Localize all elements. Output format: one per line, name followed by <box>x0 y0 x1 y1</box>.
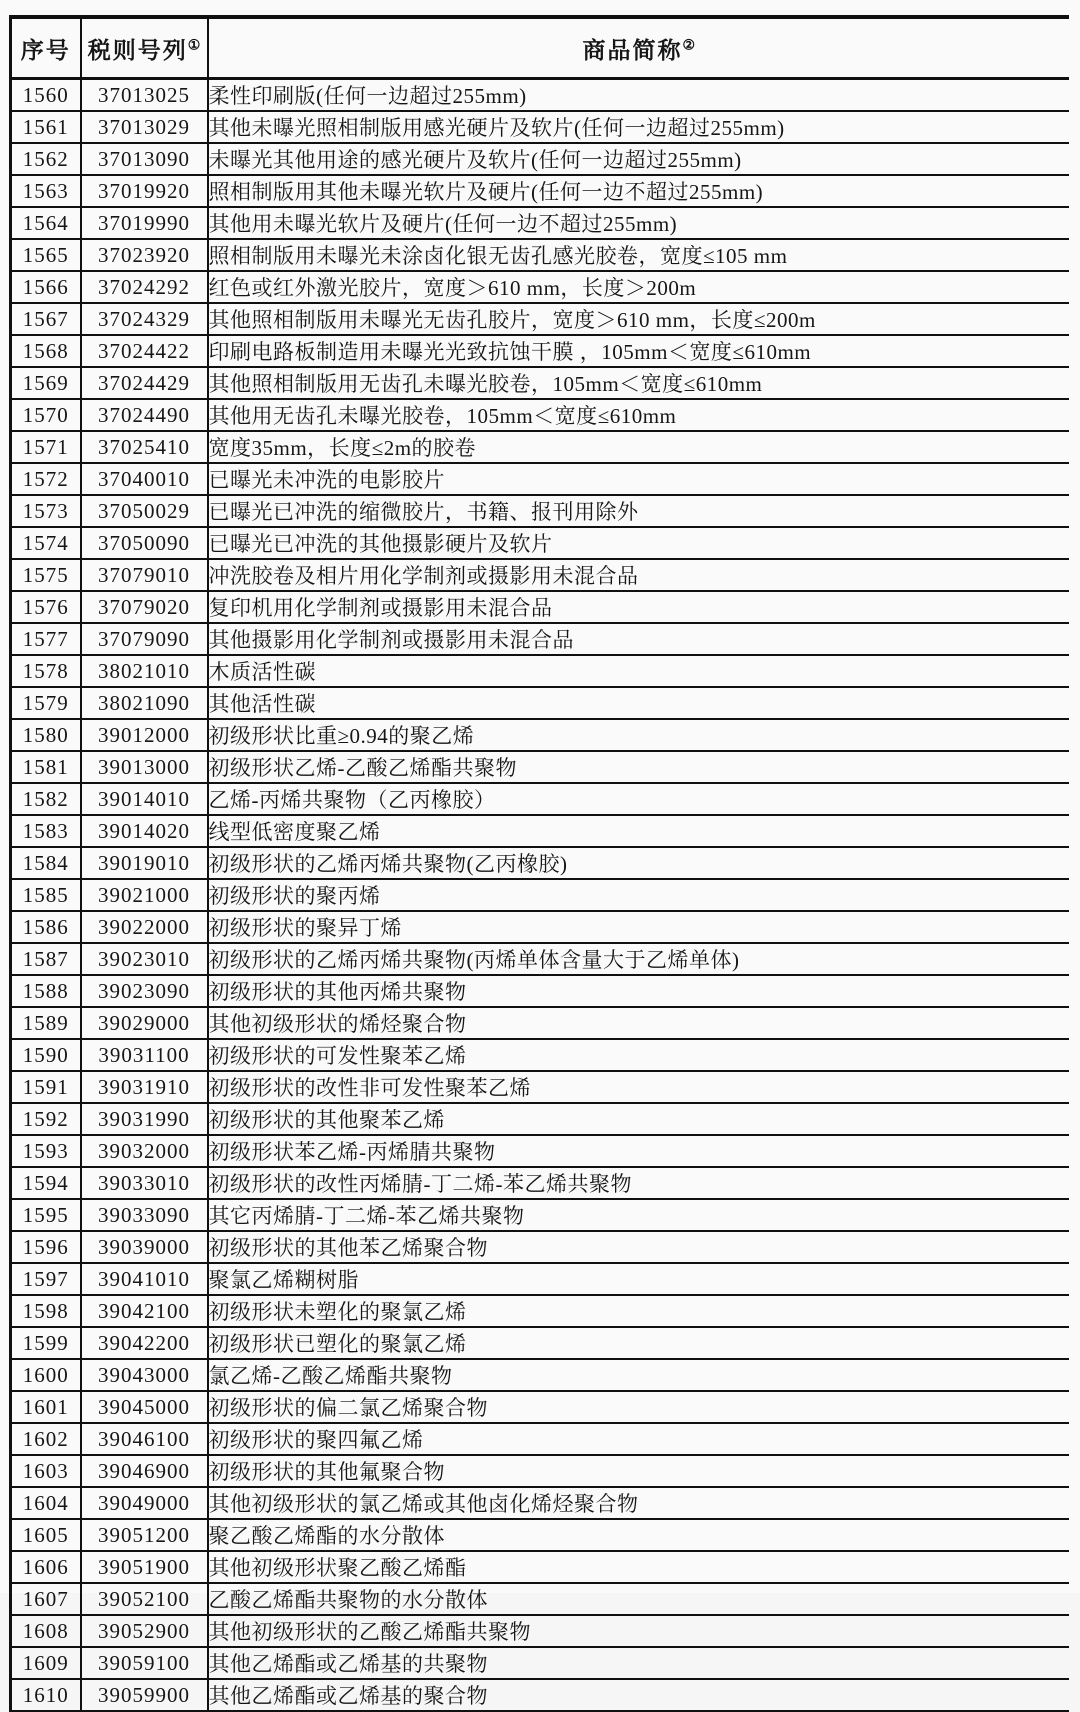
cell-code: 39033010 <box>81 1167 208 1199</box>
cell-name: 乙烯-丙烯共聚物（乙丙橡胶） <box>208 783 1070 815</box>
cell-name: 其他乙烯酯或乙烯基的聚合物 <box>208 1679 1070 1711</box>
header-seq <box>11 17 81 79</box>
cell-seq: 1596 <box>11 1231 81 1263</box>
cell-name: 其他照相制版用未曝光无齿孔胶片，宽度＞610 mm，长度≤200m <box>208 303 1070 335</box>
cell-code: 39029000 <box>81 1007 208 1039</box>
cell-seq: 1575 <box>11 559 81 591</box>
cell-name: 其他用未曝光软片及硬片(任何一边不超过255mm) <box>208 207 1070 239</box>
cell-name: 柔性印刷版(任何一边超过255mm) <box>208 79 1070 112</box>
cell-name: 初级形状比重≥0.94的聚乙烯 <box>208 719 1070 751</box>
cell-name: 初级形状的可发性聚苯乙烯 <box>208 1039 1070 1071</box>
table-row <box>11 975 1070 1007</box>
table-row <box>11 1423 1070 1455</box>
cell-name: 冲洗胶卷及相片用化学制剂或摄影用未混合品 <box>208 559 1070 591</box>
table-row <box>11 79 1070 112</box>
cell-name: 乙酸乙烯酯共聚物的水分散体 <box>208 1583 1070 1615</box>
cell-code: 39023010 <box>81 943 208 975</box>
header-name <box>208 17 1070 79</box>
table-row <box>11 1295 1070 1327</box>
cell-code: 39033090 <box>81 1199 208 1231</box>
cell-seq: 1574 <box>11 527 81 559</box>
header-name-label: 商品简称 <box>582 37 683 63</box>
cell-name: 初级形状的改性丙烯腈-丁二烯-苯乙烯共聚物 <box>208 1167 1070 1199</box>
cell-seq: 1602 <box>11 1423 81 1455</box>
cell-seq: 1593 <box>11 1135 81 1167</box>
cell-code: 39041010 <box>81 1263 208 1295</box>
cell-seq: 1579 <box>11 687 81 719</box>
cell-seq: 1581 <box>11 751 81 783</box>
cell-code: 39042100 <box>81 1295 208 1327</box>
cell-code: 39052100 <box>81 1583 208 1615</box>
cell-seq: 1588 <box>11 975 81 1007</box>
table-row <box>11 1071 1070 1103</box>
table-row <box>11 399 1070 431</box>
cell-name: 印刷电路板制造用未曝光光致抗蚀干膜 ，105mm＜宽度≤610mm <box>208 335 1070 367</box>
cell-code: 37024422 <box>81 335 208 367</box>
table-row <box>11 1455 1070 1487</box>
table-row <box>11 751 1070 783</box>
cell-seq: 1604 <box>11 1487 81 1519</box>
cell-name: 初级形状乙烯-乙酸乙烯酯共聚物 <box>208 751 1070 783</box>
cell-seq: 1585 <box>11 879 81 911</box>
cell-name: 其他初级形状的乙酸乙烯酯共聚物 <box>208 1615 1070 1647</box>
cell-name: 初级形状的其他丙烯共聚物 <box>208 975 1070 1007</box>
cell-seq: 1592 <box>11 1103 81 1135</box>
cell-seq: 1570 <box>11 399 81 431</box>
header-code-label: 税则号列 <box>87 37 188 63</box>
cell-seq: 1567 <box>11 303 81 335</box>
table-row <box>11 655 1070 687</box>
cell-seq: 1576 <box>11 591 81 623</box>
cell-code: 39014020 <box>81 815 208 847</box>
table-row <box>11 1647 1070 1679</box>
table-row <box>11 1327 1070 1359</box>
cell-name: 其他活性碳 <box>208 687 1070 719</box>
table-row <box>11 1487 1070 1519</box>
cell-code: 37013025 <box>81 79 208 112</box>
cell-name: 其他照相制版用无齿孔未曝光胶卷，105mm＜宽度≤610mm <box>208 367 1070 399</box>
table-row <box>11 367 1070 399</box>
table-row <box>11 783 1070 815</box>
cell-code: 37023920 <box>81 239 208 271</box>
table-row <box>11 943 1070 975</box>
table-row <box>11 303 1070 335</box>
header-seq-label: 序号 <box>20 37 71 63</box>
cell-name: 其他乙烯酯或乙烯基的共聚物 <box>208 1647 1070 1679</box>
cell-seq: 1566 <box>11 271 81 303</box>
cell-name: 线型低密度聚乙烯 <box>208 815 1070 847</box>
header-row <box>11 17 1070 79</box>
cell-seq: 1599 <box>11 1327 81 1359</box>
cell-name: 其他初级形状的烯烃聚合物 <box>208 1007 1070 1039</box>
cell-seq: 1605 <box>11 1519 81 1551</box>
cell-name: 初级形状的改性非可发性聚苯乙烯 <box>208 1071 1070 1103</box>
cell-code: 39059900 <box>81 1679 208 1711</box>
table-row <box>11 623 1070 655</box>
cell-seq: 1586 <box>11 911 81 943</box>
cell-seq: 1569 <box>11 367 81 399</box>
table-row <box>11 1007 1070 1039</box>
cell-code: 37079020 <box>81 591 208 623</box>
cell-code: 37024292 <box>81 271 208 303</box>
cell-seq: 1560 <box>11 79 81 112</box>
table-row <box>11 111 1070 143</box>
cell-code: 39046100 <box>81 1423 208 1455</box>
cell-code: 39013000 <box>81 751 208 783</box>
cell-seq: 1571 <box>11 431 81 463</box>
table-row <box>11 1551 1070 1583</box>
cell-seq: 1608 <box>11 1615 81 1647</box>
tariff-table-body <box>11 79 1070 1712</box>
table-row <box>11 719 1070 751</box>
table-row <box>11 815 1070 847</box>
cell-seq: 1583 <box>11 815 81 847</box>
table-row <box>11 847 1070 879</box>
cell-seq: 1589 <box>11 1007 81 1039</box>
cell-code: 37079010 <box>81 559 208 591</box>
table-row <box>11 271 1070 303</box>
cell-name: 初级形状的乙烯丙烯共聚物(乙丙橡胶) <box>208 847 1070 879</box>
table-row <box>11 591 1070 623</box>
cell-code: 37024490 <box>81 399 208 431</box>
cell-seq: 1601 <box>11 1391 81 1423</box>
cell-code: 39031990 <box>81 1103 208 1135</box>
cell-seq: 1607 <box>11 1583 81 1615</box>
table-row <box>11 495 1070 527</box>
cell-seq: 1580 <box>11 719 81 751</box>
cell-code: 39014010 <box>81 783 208 815</box>
cell-seq: 1562 <box>11 143 81 175</box>
cell-seq: 1600 <box>11 1359 81 1391</box>
table-row <box>11 879 1070 911</box>
cell-name: 其他用无齿孔未曝光胶卷，105mm＜宽度≤610mm <box>208 399 1070 431</box>
cell-code: 37013090 <box>81 143 208 175</box>
cell-code: 39051900 <box>81 1551 208 1583</box>
cell-seq: 1564 <box>11 207 81 239</box>
tariff-table-header <box>11 17 1070 79</box>
cell-code: 38021010 <box>81 655 208 687</box>
cell-code: 37024429 <box>81 367 208 399</box>
cell-code: 37024329 <box>81 303 208 335</box>
cell-seq: 1587 <box>11 943 81 975</box>
cell-code: 39039000 <box>81 1231 208 1263</box>
cell-seq: 1565 <box>11 239 81 271</box>
cell-name: 未曝光其他用途的感光硬片及软片(任何一边超过255mm) <box>208 143 1070 175</box>
cell-seq: 1584 <box>11 847 81 879</box>
table-row <box>11 1263 1070 1295</box>
cell-name: 木质活性碳 <box>208 655 1070 687</box>
cell-name: 初级形状未塑化的聚氯乙烯 <box>208 1295 1070 1327</box>
table-row <box>11 559 1070 591</box>
cell-code: 39031910 <box>81 1071 208 1103</box>
cell-code: 39049000 <box>81 1487 208 1519</box>
table-row <box>11 463 1070 495</box>
cell-seq: 1568 <box>11 335 81 367</box>
cell-name: 初级形状的其他苯乙烯聚合物 <box>208 1231 1070 1263</box>
table-row <box>11 175 1070 207</box>
cell-code: 39012000 <box>81 719 208 751</box>
cell-name: 复印机用化学制剂或摄影用未混合品 <box>208 591 1070 623</box>
cell-code: 37040010 <box>81 463 208 495</box>
cell-seq: 1594 <box>11 1167 81 1199</box>
table-row <box>11 1231 1070 1263</box>
cell-seq: 1578 <box>11 655 81 687</box>
table-row <box>11 1039 1070 1071</box>
cell-code: 37079090 <box>81 623 208 655</box>
cell-code: 39021000 <box>81 879 208 911</box>
cell-seq: 1598 <box>11 1295 81 1327</box>
cell-code: 37050090 <box>81 527 208 559</box>
cell-name: 初级形状苯乙烯-丙烯腈共聚物 <box>208 1135 1070 1167</box>
table-row <box>11 687 1070 719</box>
cell-name: 其他初级形状的氯乙烯或其他卤化烯烃聚合物 <box>208 1487 1070 1519</box>
cell-name: 照相制版用其他未曝光软片及硬片(任何一边不超过255mm) <box>208 175 1070 207</box>
cell-name: 初级形状的聚丙烯 <box>208 879 1070 911</box>
cell-name: 其它丙烯腈-丁二烯-苯乙烯共聚物 <box>208 1199 1070 1231</box>
cell-name: 其他初级形状聚乙酸乙烯酯 <box>208 1551 1070 1583</box>
table-row <box>11 1679 1070 1711</box>
cell-name: 初级形状的聚四氟乙烯 <box>208 1423 1070 1455</box>
cell-seq: 1591 <box>11 1071 81 1103</box>
table-row <box>11 1103 1070 1135</box>
cell-seq: 1609 <box>11 1647 81 1679</box>
cell-seq: 1595 <box>11 1199 81 1231</box>
header-code <box>81 17 208 79</box>
cell-seq: 1577 <box>11 623 81 655</box>
cell-seq: 1606 <box>11 1551 81 1583</box>
cell-code: 37019920 <box>81 175 208 207</box>
table-row <box>11 239 1070 271</box>
tariff-table <box>9 15 1069 1712</box>
cell-code: 39046900 <box>81 1455 208 1487</box>
cell-code: 39042200 <box>81 1327 208 1359</box>
cell-seq: 1610 <box>11 1679 81 1711</box>
cell-code: 39031100 <box>81 1039 208 1071</box>
table-row <box>11 143 1070 175</box>
cell-seq: 1561 <box>11 111 81 143</box>
table-row <box>11 1359 1070 1391</box>
cell-seq: 1573 <box>11 495 81 527</box>
cell-code: 39019010 <box>81 847 208 879</box>
cell-code: 37013029 <box>81 111 208 143</box>
header-name-superscript: ② <box>682 37 696 53</box>
cell-name: 已曝光未冲洗的电影胶片 <box>208 463 1070 495</box>
cell-name: 已曝光已冲洗的其他摄影硬片及软片 <box>208 527 1070 559</box>
cell-code: 37025410 <box>81 431 208 463</box>
cell-name: 聚氯乙烯糊树脂 <box>208 1263 1070 1295</box>
cell-name: 初级形状的偏二氯乙烯聚合物 <box>208 1391 1070 1423</box>
table-row <box>11 911 1070 943</box>
table-row <box>11 1135 1070 1167</box>
cell-name: 初级形状的其他氟聚合物 <box>208 1455 1070 1487</box>
table-row <box>11 1391 1070 1423</box>
cell-code: 38021090 <box>81 687 208 719</box>
cell-code: 39045000 <box>81 1391 208 1423</box>
cell-name: 红色或红外激光胶片，宽度＞610 mm，长度＞200m <box>208 271 1070 303</box>
cell-name: 初级形状已塑化的聚氯乙烯 <box>208 1327 1070 1359</box>
table-row <box>11 431 1070 463</box>
cell-code: 39051200 <box>81 1519 208 1551</box>
cell-name: 聚乙酸乙烯酯的水分散体 <box>208 1519 1070 1551</box>
table-row <box>11 1519 1070 1551</box>
cell-name: 初级形状的乙烯丙烯共聚物(丙烯单体含量大于乙烯单体) <box>208 943 1070 975</box>
cell-code: 39032000 <box>81 1135 208 1167</box>
table-row <box>11 207 1070 239</box>
table-row <box>11 1199 1070 1231</box>
cell-seq: 1597 <box>11 1263 81 1295</box>
cell-name: 已曝光已冲洗的缩微胶片，书籍、报刊用除外 <box>208 495 1070 527</box>
cell-code: 39059100 <box>81 1647 208 1679</box>
cell-seq: 1572 <box>11 463 81 495</box>
cell-seq: 1590 <box>11 1039 81 1071</box>
cell-name: 初级形状的聚异丁烯 <box>208 911 1070 943</box>
cell-name: 其他未曝光照相制版用感光硬片及软片(任何一边超过255mm) <box>208 111 1070 143</box>
cell-name: 宽度35mm，长度≤2m的胶卷 <box>208 431 1070 463</box>
cell-name: 照相制版用未曝光未涂卤化银无齿孔感光胶卷，宽度≤105 mm <box>208 239 1070 271</box>
cell-code: 37050029 <box>81 495 208 527</box>
header-code-superscript: ① <box>187 37 201 53</box>
cell-code: 39052900 <box>81 1615 208 1647</box>
cell-name: 其他摄影用化学制剂或摄影用未混合品 <box>208 623 1070 655</box>
cell-seq: 1563 <box>11 175 81 207</box>
cell-code: 37019990 <box>81 207 208 239</box>
cell-name: 初级形状的其他聚苯乙烯 <box>208 1103 1070 1135</box>
cell-seq: 1603 <box>11 1455 81 1487</box>
cell-code: 39022000 <box>81 911 208 943</box>
table-row <box>11 527 1070 559</box>
cell-code: 39043000 <box>81 1359 208 1391</box>
table-row <box>11 1167 1070 1199</box>
cell-seq: 1582 <box>11 783 81 815</box>
cell-code: 39023090 <box>81 975 208 1007</box>
table-row <box>11 1615 1070 1647</box>
table-row <box>11 1583 1070 1615</box>
cell-name: 氯乙烯-乙酸乙烯酯共聚物 <box>208 1359 1070 1391</box>
table-row <box>11 335 1070 367</box>
